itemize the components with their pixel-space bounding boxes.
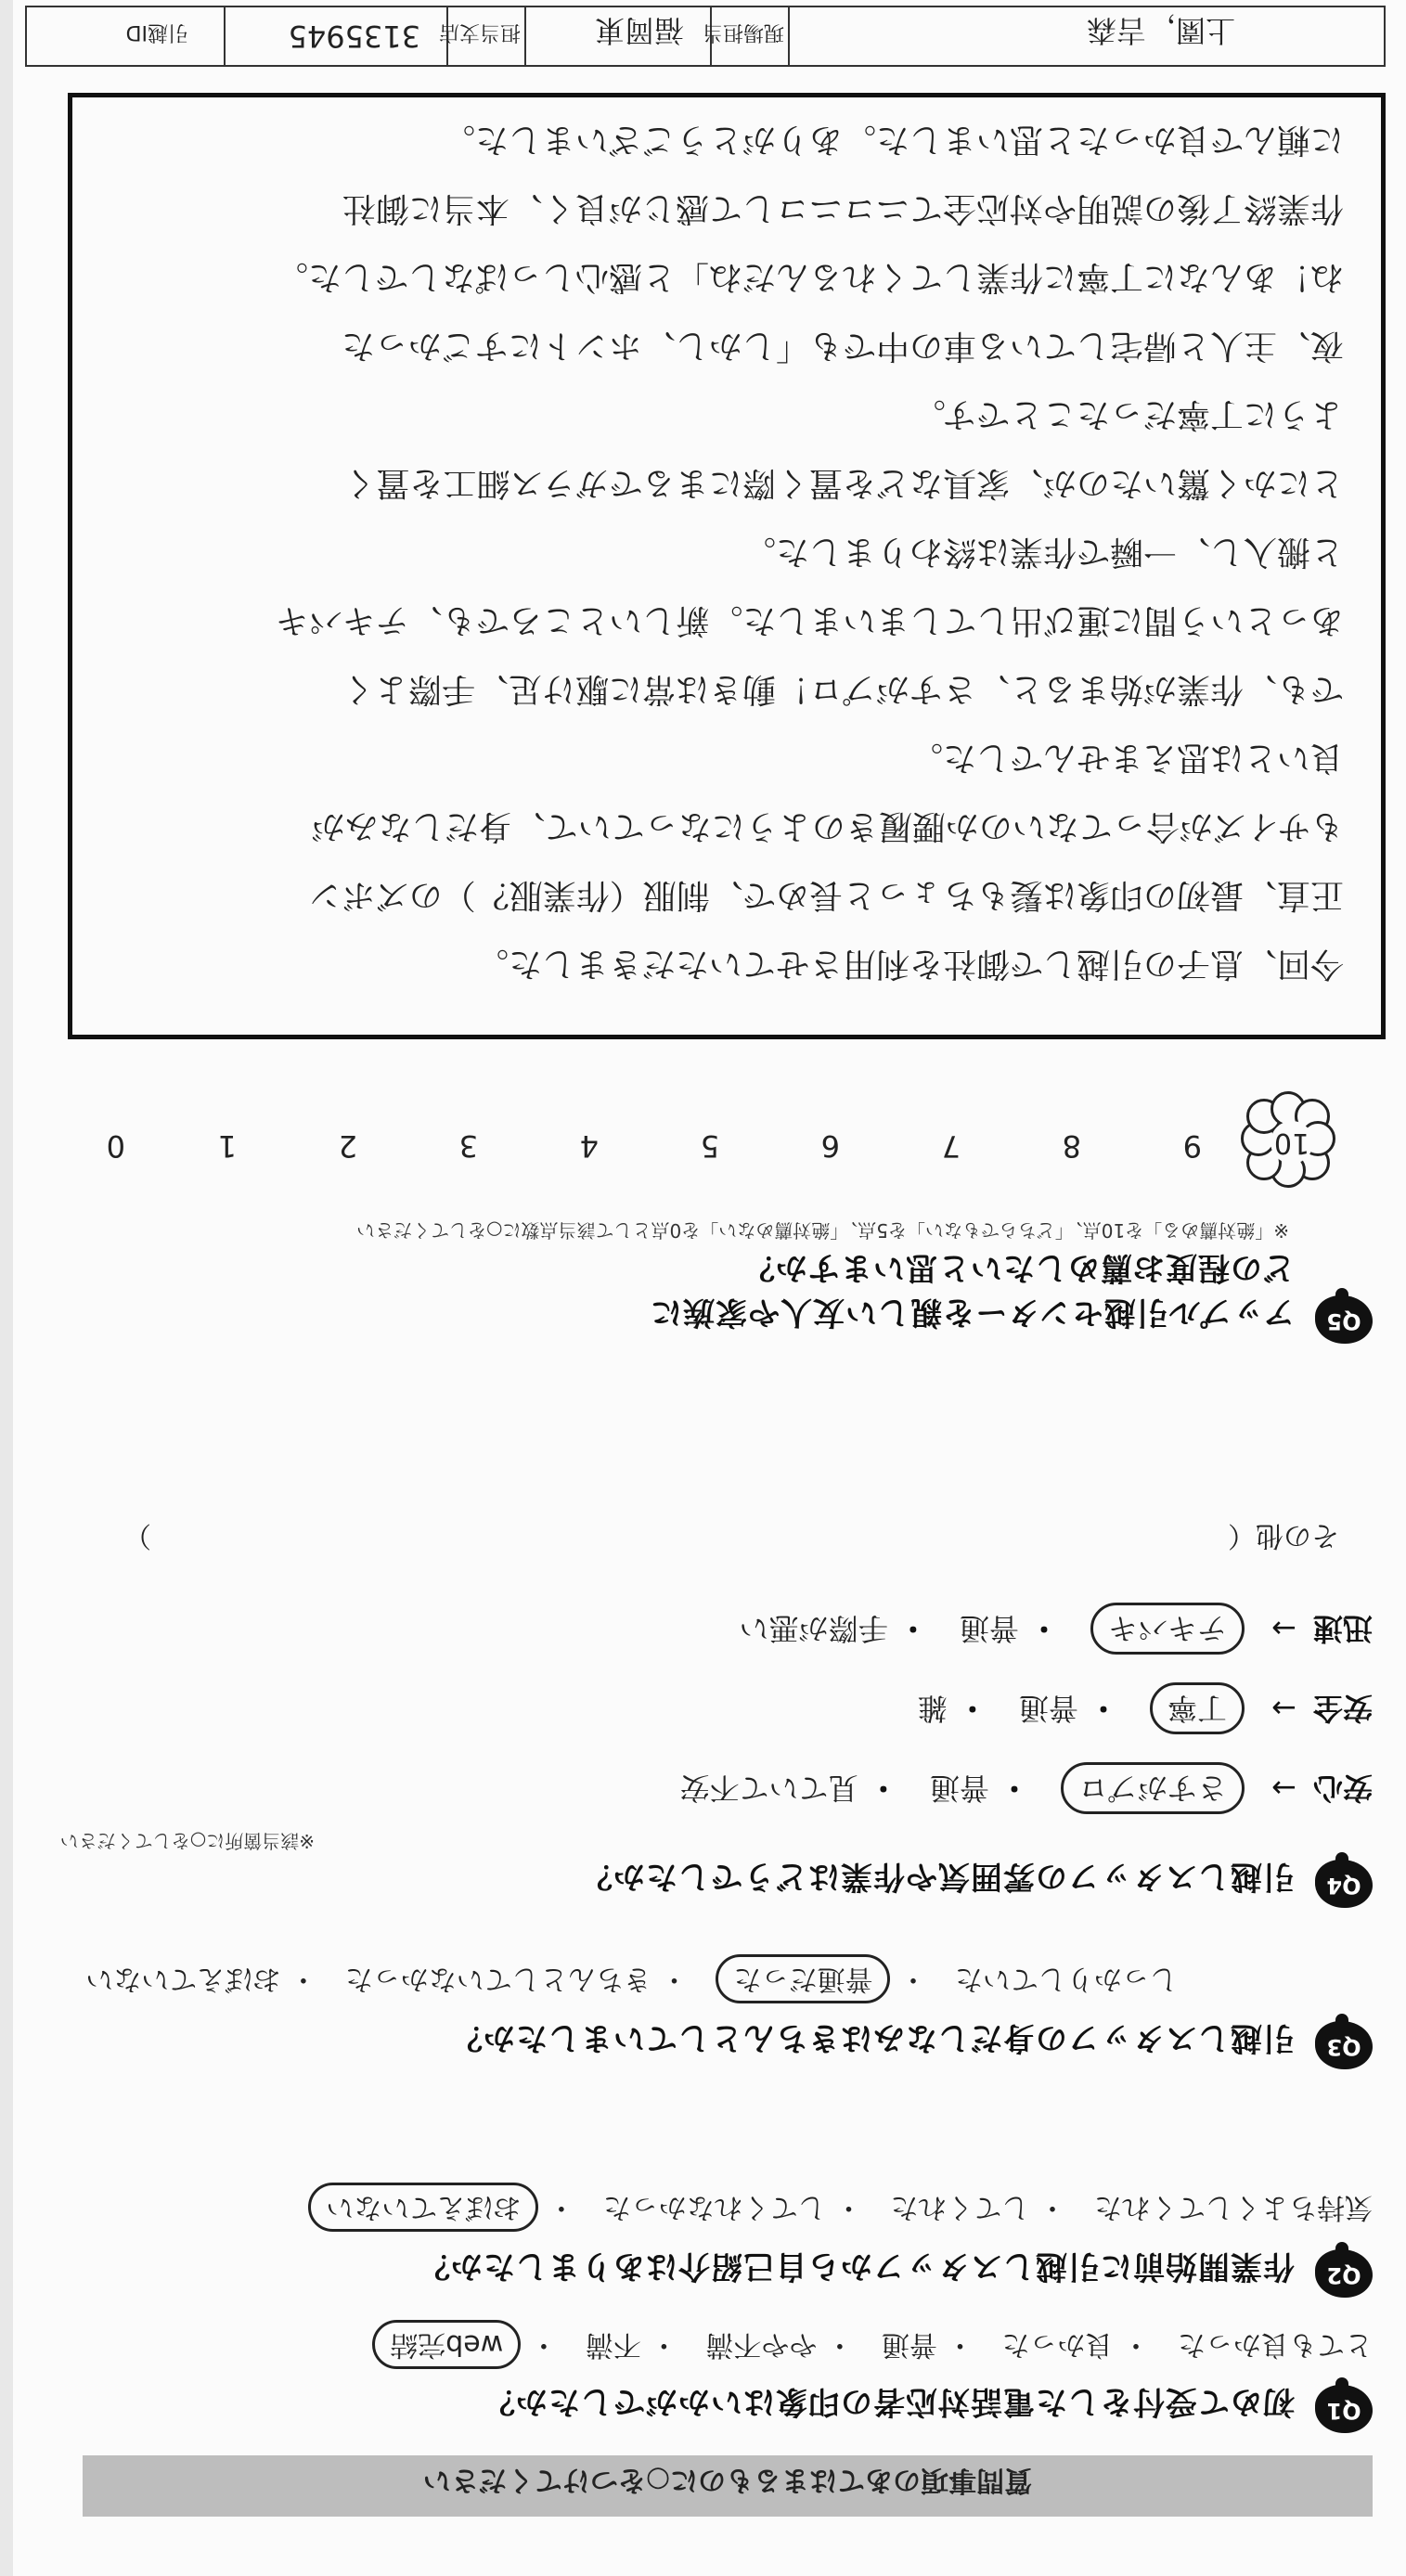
question-2 (83, 2177, 1373, 2298)
question-3 (83, 1949, 1373, 2069)
q4-note: ※該当箇所に○をしてください (59, 1830, 315, 1852)
q1-option[interactable]: とても良かった (1178, 2328, 1373, 2361)
footer-branch-label-cell (438, 7, 526, 65)
q4-row-safety: 安全→ 丁寧・ 普通・ 雑 (886, 1689, 1373, 1732)
q4-option[interactable]: 手際が悪い (739, 1611, 888, 1646)
q2-option-selected[interactable]: おぼえていない (308, 2183, 538, 2232)
page-edge (0, 0, 13, 2576)
q4-row-speed: 迅速→ テキパキ・ 普通・ 手際が悪い (708, 1609, 1373, 1652)
q4-badge: Q4 (1308, 1856, 1373, 1908)
comment-line: ように丁寧だったことです。 (911, 395, 1344, 433)
q4-option[interactable]: 普通 (1018, 1691, 1078, 1726)
q4-option[interactable]: 雑 (917, 1691, 948, 1726)
q5-score[interactable]: 5 (700, 1128, 719, 1164)
q3-options: しっかりしていた・ 普通だった・ きちんとしていなかった・ おぼえていない (58, 1962, 1178, 2003)
footer-branch-value-cell (524, 7, 712, 65)
q4-row-relief: 安心→ さすがプロ・ 普通・ 見ていて不安 (649, 1769, 1373, 1811)
q5-score[interactable]: 6 (820, 1128, 840, 1164)
q4-text: 引越しスタッフの雰囲気や作業はどうでしたか？ (580, 1858, 1295, 1895)
q4-option[interactable]: 見ていて不安 (679, 1771, 858, 1806)
q1-option-selected[interactable]: web完結 (372, 2320, 521, 2369)
comment-line: もサイズが合ってないのか腰履きのようになっていて、身だしなみが (311, 807, 1344, 845)
q4-other[interactable] (96, 1518, 1339, 1559)
q1-text: 初めて受付をした電話対応者の印象はいかがでしたか？ (483, 2383, 1295, 2420)
comment-line: に頼んで良かったと思いました。ありがとうございました。 (441, 121, 1344, 159)
q2-text: 作業開始前に引越しスタッフから自己紹介はありましたか？ (418, 2248, 1295, 2285)
q5-badge: Q5 (1308, 1292, 1373, 1344)
q4-option-selected[interactable]: 丁寧 (1150, 1682, 1245, 1734)
footer-staff-value-cell (788, 7, 1384, 65)
q5-score[interactable]: 8 (1062, 1128, 1081, 1164)
q4-option-selected[interactable]: さすがプロ (1061, 1762, 1245, 1814)
q2-badge: Q2 (1308, 2246, 1373, 2298)
q5-score[interactable]: 7 (941, 1128, 961, 1164)
q1-badge: Q1 (1308, 2381, 1373, 2433)
instruction-banner (83, 2455, 1373, 2517)
q5-score[interactable]: 4 (579, 1128, 599, 1164)
q5-score[interactable]: 3 (458, 1128, 478, 1164)
q4-option[interactable]: 普通 (959, 1611, 1019, 1646)
q4-other-label: その他（ (1228, 1519, 1339, 1552)
q1-option[interactable]: 普通 (881, 2328, 937, 2361)
q5-text-line1: アップル引越センターを親しい友人や家族に (650, 1294, 1295, 1331)
q4-row-label: 安全 (1312, 1691, 1373, 1726)
footer-table (25, 6, 1386, 67)
question-5 (83, 1177, 1373, 1344)
footer-id-label-cell (29, 7, 226, 65)
q3-badge: Q3 (1308, 2017, 1373, 2069)
q2-option[interactable]: してくれた (890, 2191, 1030, 2223)
q1-option[interactable]: 不満 (585, 2328, 641, 2361)
footer-staff-label: 現場担当 (702, 20, 784, 44)
q5-score[interactable]: 0 (106, 1128, 125, 1164)
footer-branch-value: 福岡東 (594, 13, 684, 48)
q3-option[interactable]: きちんとしていなかった (344, 1963, 651, 1995)
q4-option[interactable]: 普通 (929, 1771, 989, 1806)
comment-text (100, 105, 1344, 998)
comment-line: でも、作業が始まると、さすがプロ！動きは常に駆け足、手際よく (341, 670, 1344, 708)
q1-option[interactable]: やや不満 (705, 2328, 818, 2361)
q4-row-label: 迅速 (1312, 1611, 1373, 1646)
q1-option[interactable]: 良かった (1001, 2328, 1114, 2361)
q5-text-line2: どの程度お薦めしたいと思いますか？ (742, 1249, 1295, 1286)
q5-score[interactable]: 2 (338, 1128, 357, 1164)
footer-id-value: 3135945 (288, 19, 420, 54)
comment-line: 今回、息子の引越しで御社を利用させていただきました。 (474, 945, 1344, 983)
comment-line: とにかく驚いたのが、家具などを置く際にまるでガラス細工を置く (342, 464, 1344, 502)
question-4 (59, 1462, 1373, 1908)
comment-line: あっという間に運び出してしまいました。新しいところでも、テキパキ (275, 601, 1344, 639)
q3-option[interactable]: おぼえていない (85, 1963, 281, 1995)
q1-options: とても良かった・ 良かった・ 普通・ やや不満・ 不満・ web完結 (344, 2327, 1373, 2368)
q5-scale (97, 1101, 1313, 1184)
footer-branch-label: 担当支店 (438, 20, 521, 44)
comment-line: 良いとは思えませんでした。 (909, 739, 1344, 777)
comment-line: 正直、最初の印象は髪もちょっと長めで、制服（作業服？）のズボン (308, 876, 1344, 914)
footer-staff-value: 上園，吉森 (1086, 13, 1235, 48)
question-1 (83, 2312, 1373, 2433)
q5-score[interactable]: 9 (1182, 1128, 1202, 1164)
q5-score-10: 10 (1271, 1121, 1313, 1164)
footer-id-value-cell (224, 7, 448, 65)
q4-other-close: ） (123, 1519, 151, 1552)
q3-option[interactable]: しっかりしていた (955, 1963, 1178, 1995)
q5-selected-flower[interactable] (1245, 1101, 1337, 1184)
q4-option-selected[interactable]: テキパキ (1090, 1603, 1245, 1655)
comment-line: ね！あんなに丁寧に作業してくれるんだね」と感心しっぱなしでした。 (274, 258, 1344, 296)
q3-text: 引越しスタッフの身だしなみはきちんとしていましたか？ (450, 2019, 1295, 2056)
comment-line: 夜、主人と帰宅している車の中でも「しかし、ホントにすごかった (341, 327, 1344, 365)
comment-box[interactable] (68, 93, 1386, 1039)
comment-line: と搬入し、一瞬で作業は終わりました。 (742, 533, 1344, 571)
q3-option-selected[interactable]: 普通だった (716, 1954, 890, 2003)
q2-option[interactable]: 気持ちよくしてくれた (1094, 2191, 1373, 2223)
q5-note: ※「絶対薦める」を10点、「どちらでもない」を5点、「絶対薦めない」を0点として該当点数に○をしてください (356, 1219, 1289, 1242)
instruction-text: 質問事項のあてはまるものに○をつけてください (422, 2464, 1033, 2496)
q4-row-label: 安心 (1312, 1771, 1373, 1806)
comment-line: 作業終了後の説明や対応全てニコニコして感じが良く、本当に御社 (342, 189, 1344, 227)
q5-score[interactable]: 1 (217, 1128, 237, 1164)
q2-options: 気持ちよくしてくれた・ してくれた・ してくれなかった・ おぼえていない (280, 2190, 1373, 2231)
footer-staff-label-cell (702, 7, 790, 65)
q2-option[interactable]: してくれなかった (602, 2191, 826, 2223)
footer-id-label: 引越ID (125, 20, 188, 44)
